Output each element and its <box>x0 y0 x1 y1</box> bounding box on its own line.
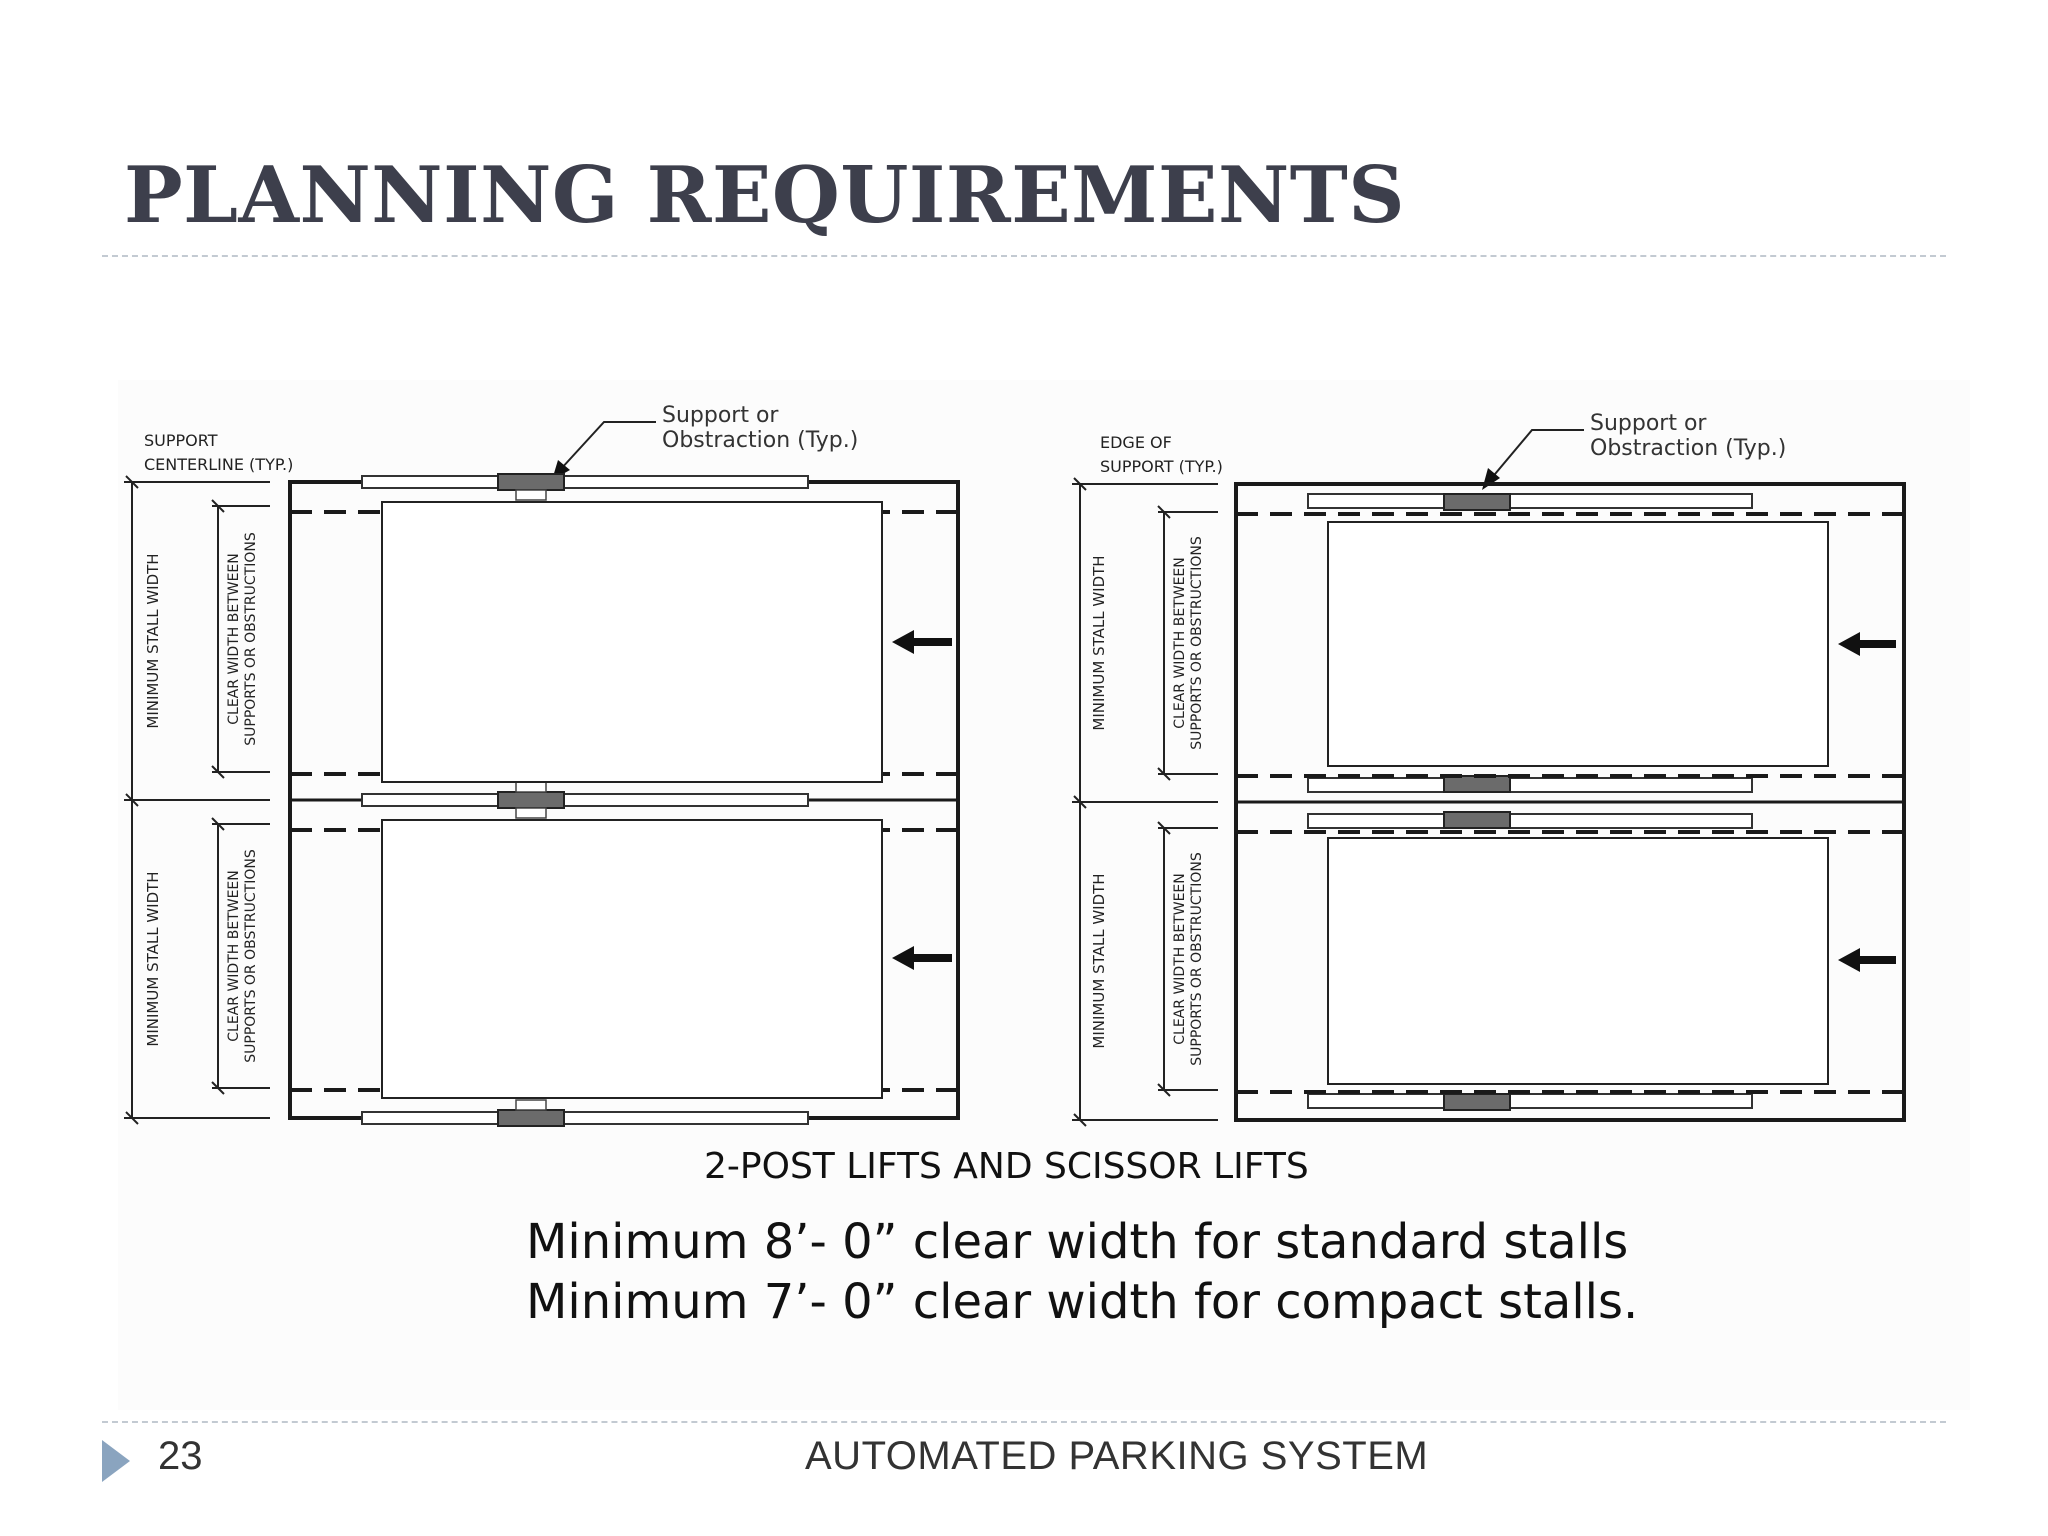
left-callout-line2: Obstraction (Typ.) <box>662 428 859 453</box>
right-callout-leader <box>1490 430 1584 480</box>
right-panel <box>1072 411 1904 1126</box>
requirement-compact: Minimum 7’- 0” clear width for compact stalls. <box>526 1274 1639 1330</box>
stall-width-diagram <box>118 380 1970 1410</box>
right-support-top <box>1308 494 1752 510</box>
right-clear-label-top-line1: CLEAR WIDTH BETWEEN <box>1172 557 1188 729</box>
left-min-stall-label-top: MINIMUM STALL WIDTH <box>144 553 162 729</box>
title-divider <box>102 255 1946 257</box>
left-corner-label-line2: CENTERLINE (TYP.) <box>144 455 294 474</box>
diagram-caption: 2-POST LIFTS AND SCISSOR LIFTS <box>704 1146 1309 1187</box>
left-callout-line1: Support or <box>662 403 779 428</box>
footer-divider <box>102 1421 1946 1423</box>
left-clear-label-top-line1: CLEAR WIDTH BETWEEN <box>226 553 242 725</box>
right-min-stall-label-top: MINIMUM STALL WIDTH <box>1090 555 1108 731</box>
right-vehicle-bottom <box>1328 838 1828 1084</box>
left-clear-label-bottom-line1: CLEAR WIDTH BETWEEN <box>226 870 242 1042</box>
slide-title: PLANNING REQUIREMENTS <box>124 150 1406 241</box>
right-callout-line2: Obstraction (Typ.) <box>1590 436 1787 461</box>
right-corner-label-line1: EDGE OF <box>1100 433 1172 452</box>
right-direction-arrow-top <box>1838 632 1896 656</box>
right-callout-line1: Support or <box>1590 411 1707 436</box>
left-direction-arrow-top <box>892 630 952 654</box>
left-vehicle-bottom <box>382 820 882 1098</box>
left-clear-label-bottom-line2: SUPPORTS OR OBSTRUCTIONS <box>243 849 259 1063</box>
right-corner-label-line2: SUPPORT (TYP.) <box>1100 457 1223 476</box>
right-vehicle-top <box>1328 522 1828 766</box>
left-callout-leader <box>560 422 656 470</box>
footer-arrow-icon <box>102 1440 132 1487</box>
left-support-bottom <box>362 1100 808 1126</box>
right-support-bottom <box>1308 1094 1752 1110</box>
right-clear-label-bottom-line1: CLEAR WIDTH BETWEEN <box>1172 873 1188 1045</box>
right-clear-label-top-line2: SUPPORTS OR OBSTRUCTIONS <box>1189 536 1205 750</box>
left-direction-arrow-bottom <box>892 946 952 970</box>
requirement-standard: Minimum 8’- 0” clear width for standard stalls <box>526 1214 1629 1270</box>
left-clear-label-top-line2: SUPPORTS OR OBSTRUCTIONS <box>243 532 259 746</box>
left-vehicle-top <box>382 502 882 782</box>
right-clear-label-bottom-line2: SUPPORTS OR OBSTRUCTIONS <box>1189 852 1205 1066</box>
left-panel <box>124 403 958 1126</box>
left-support-top <box>362 474 808 500</box>
right-direction-arrow-bottom <box>1838 948 1896 972</box>
page-number: 23 <box>158 1434 203 1478</box>
footer-title: AUTOMATED PARKING SYSTEM <box>805 1434 1429 1478</box>
left-support-middle <box>362 782 808 818</box>
left-corner-label-line1: SUPPORT <box>144 431 218 450</box>
right-min-stall-label-bottom: MINIMUM STALL WIDTH <box>1090 873 1108 1049</box>
left-min-stall-label-bottom: MINIMUM STALL WIDTH <box>144 871 162 1047</box>
